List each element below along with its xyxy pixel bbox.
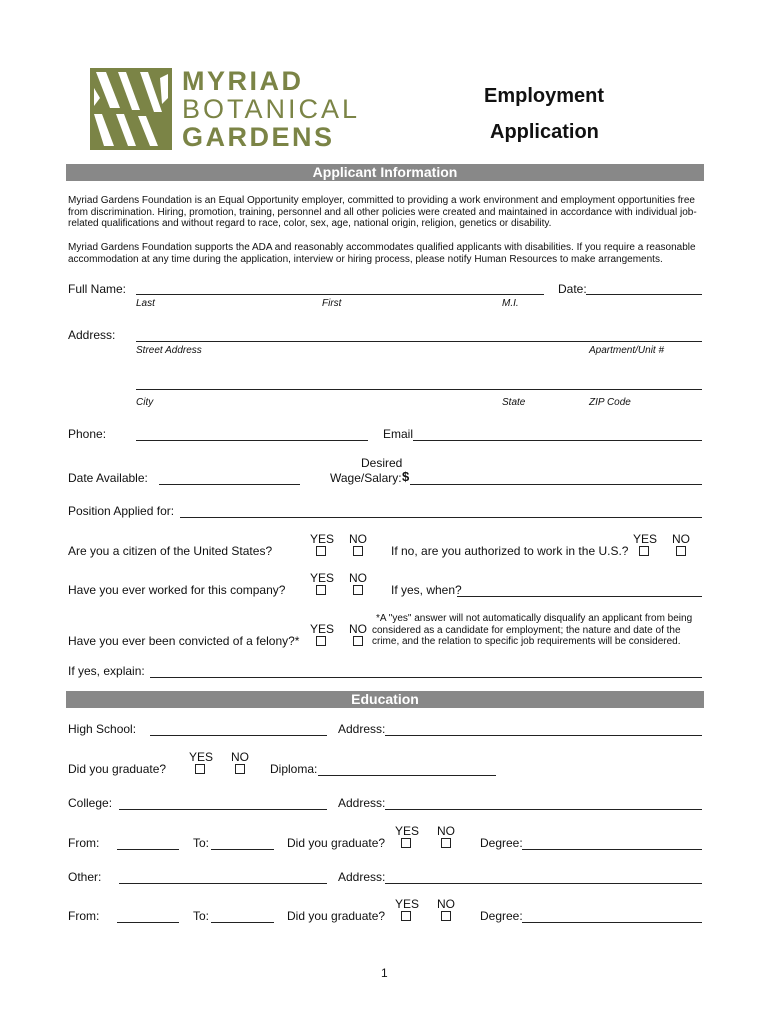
other-degree-label: Degree: <box>480 909 523 923</box>
explain-label: If yes, explain: <box>68 664 145 678</box>
worked-yes-label: YES <box>310 571 335 585</box>
other-to-field[interactable] <box>211 922 274 923</box>
other-address-label: Address: <box>338 870 386 884</box>
hs-no-label: NO <box>231 750 249 764</box>
eeo-statement: Myriad Gardens Foundation is an Equal Opportunity employer, committed to providing a work environment and employment opportunities free from discrimination. Hiring, promotion, training, personnel and all other policies were created and maintained in accordance with individual job-related qualifications and without regard to race, color, sex, age, national origin, religion, genetics or disability. <box>68 195 697 229</box>
college-field[interactable] <box>119 809 327 810</box>
dollar-sign: $ <box>402 469 410 484</box>
high-school-address-field[interactable] <box>385 735 702 736</box>
high-school-field[interactable] <box>150 735 327 736</box>
college-no-label: NO <box>437 824 455 838</box>
authorized-question: If no, are you authorized to work in the U.S.? <box>391 544 629 558</box>
felony-no-checkbox[interactable] <box>353 636 363 646</box>
other-no-label: NO <box>437 897 455 911</box>
worked-no-label: NO <box>349 571 367 585</box>
other-to-label: To: <box>193 909 210 923</box>
felony-no-label: NO <box>349 622 367 636</box>
college-address-field[interactable] <box>385 809 702 810</box>
citizen-question: Are you a citizen of the United States? <box>68 544 273 558</box>
street-address-field[interactable] <box>136 341 702 342</box>
position-field[interactable] <box>180 517 702 518</box>
other-label: Other: <box>68 870 102 884</box>
hs-yes-checkbox[interactable] <box>195 764 205 774</box>
desired-wage-label-line2: Wage/Salary: <box>330 471 402 485</box>
college-from-label: From: <box>68 836 100 850</box>
hs-yes-label: YES <box>189 750 214 764</box>
other-degree-field[interactable] <box>522 922 702 923</box>
desired-wage-label-line1: Desired <box>361 456 403 470</box>
date-field[interactable] <box>586 294 702 295</box>
leaf-pattern-icon <box>90 68 172 150</box>
college-degree-label: Degree: <box>480 836 523 850</box>
desired-wage-field[interactable] <box>410 484 702 485</box>
college-graduate-question: Did you graduate? <box>287 836 386 850</box>
first-name-hint: First <box>322 298 342 309</box>
college-from-field[interactable] <box>117 849 179 850</box>
college-yes-checkbox[interactable] <box>401 838 411 848</box>
other-field[interactable] <box>119 883 327 884</box>
last-name-hint: Last <box>136 298 155 309</box>
logo <box>90 68 364 152</box>
city-state-zip-field[interactable] <box>136 389 702 390</box>
section-header-education: Education <box>66 691 704 708</box>
worked-yes-checkbox[interactable] <box>316 585 326 595</box>
date-available-label: Date Available: <box>68 471 148 485</box>
felony-yes-checkbox[interactable] <box>316 636 326 646</box>
street-address-hint: Street Address <box>136 345 202 356</box>
hs-graduate-question: Did you graduate? <box>68 762 167 776</box>
other-from-field[interactable] <box>117 922 179 923</box>
date-label: Date: <box>558 282 587 296</box>
section-header-applicant: Applicant Information <box>66 164 704 181</box>
college-address-label: Address: <box>338 796 386 810</box>
phone-label: Phone: <box>68 427 107 441</box>
diploma-label: Diploma: <box>270 762 318 776</box>
explain-field[interactable] <box>150 677 702 678</box>
logo-text-botanical: BOTANICAL <box>182 94 361 124</box>
when-label: If yes, when? <box>391 583 462 597</box>
worked-no-checkbox[interactable] <box>353 585 363 595</box>
college-to-label: To: <box>193 836 210 850</box>
authorized-no-label: NO <box>672 532 690 546</box>
citizen-no-checkbox[interactable] <box>353 546 363 556</box>
email-label: Email <box>383 427 414 441</box>
citizen-yes-checkbox[interactable] <box>316 546 326 556</box>
citizen-yes-label: YES <box>310 532 335 546</box>
full-name-field[interactable] <box>136 294 544 295</box>
worked-before-question: Have you ever worked for this company? <box>68 583 286 597</box>
logo-text-myriad: MYRIAD <box>182 66 304 96</box>
high-school-address-label: Address: <box>338 722 386 736</box>
logo-text-gardens: GARDENS <box>182 122 335 152</box>
email-field[interactable] <box>413 440 702 441</box>
middle-initial-hint: M.I. <box>502 298 519 309</box>
address-label: Address: <box>68 328 116 342</box>
page-number: 1 <box>381 966 388 980</box>
apartment-hint: Apartment/Unit # <box>589 345 665 356</box>
felony-disclaimer: *A "yes" answer will not automatically disqualify an applicant from being considered as a candidate for employment; the nature and date of the crime, and the relation to specific job requirements will be considered. <box>372 613 693 647</box>
college-degree-field[interactable] <box>522 849 702 850</box>
other-no-checkbox[interactable] <box>441 911 451 921</box>
page-title-line2: Application <box>490 121 599 143</box>
high-school-label: High School: <box>68 722 137 736</box>
felony-yes-label: YES <box>310 622 335 636</box>
city-hint: City <box>136 397 154 408</box>
college-label: College: <box>68 796 113 810</box>
other-from-label: From: <box>68 909 100 923</box>
date-available-field[interactable] <box>159 484 300 485</box>
citizen-no-label: NO <box>349 532 367 546</box>
zip-hint: ZIP Code <box>589 397 631 408</box>
authorized-no-checkbox[interactable] <box>676 546 686 556</box>
other-yes-label: YES <box>395 897 420 911</box>
page-title-line1: Employment <box>484 85 605 107</box>
authorized-yes-checkbox[interactable] <box>639 546 649 556</box>
ada-statement: Myriad Gardens Foundation supports the ADA and reasonably accommodates qualified applicants with disabilities. If you require a reasonable accommodation at any time during the application, interview or hiring process, please notify Human Resources to make arrangements. <box>68 242 696 265</box>
other-graduate-question: Did you graduate? <box>287 909 386 923</box>
other-yes-checkbox[interactable] <box>401 911 411 921</box>
when-field[interactable] <box>457 596 702 597</box>
phone-field[interactable] <box>136 440 368 441</box>
authorized-yes-label: YES <box>633 532 658 546</box>
full-name-label: Full Name: <box>68 282 127 296</box>
state-hint: State <box>502 397 526 408</box>
college-yes-label: YES <box>395 824 420 838</box>
felony-question: Have you ever been convicted of a felony?* <box>68 634 300 648</box>
position-label: Position Applied for: <box>68 504 175 518</box>
college-to-field[interactable] <box>211 849 274 850</box>
hs-no-checkbox[interactable] <box>235 764 245 774</box>
other-address-field[interactable] <box>385 883 702 884</box>
diploma-field[interactable] <box>318 775 496 776</box>
college-no-checkbox[interactable] <box>441 838 451 848</box>
